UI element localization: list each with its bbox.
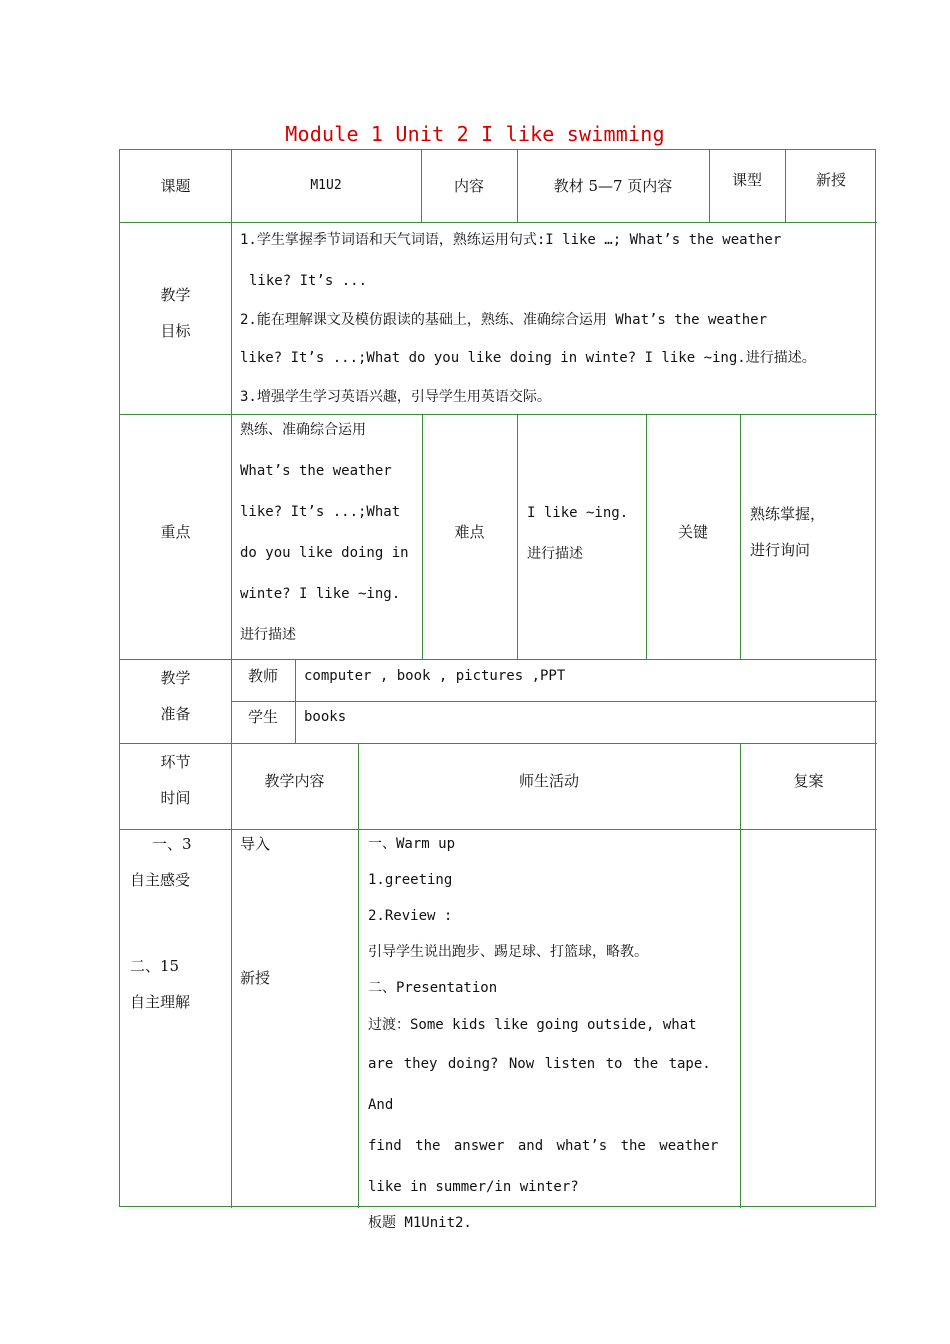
activity-line: 板题 M1Unit2. [368, 1215, 472, 1231]
student-label: 学生 [247, 708, 278, 726]
difficulty-text-line: 进行描述 [527, 546, 583, 562]
goal-1: 1.学生掌握季节词语和天气词语，熟练运用句式:I like …; What’s the weather [240, 232, 782, 248]
topic-value: M1U2 [310, 178, 342, 193]
key-label: 关键 [677, 523, 708, 541]
teacher-items: computer , book , pictures ,PPT [304, 668, 566, 684]
stage-column [130, 826, 230, 1020]
activity-line: are they doing? Now listen to the tape. And [368, 1056, 711, 1113]
goal-1-cont: like? It’s ... [249, 273, 368, 289]
stage2-name: 自主理解 [130, 993, 191, 1011]
topic-label: 课题 [160, 177, 191, 195]
goals-label-line2: 目标 [160, 322, 191, 340]
focus-text-line: winte? I like ~ing. [240, 586, 401, 602]
content-label: 内容 [453, 177, 484, 195]
content-gap [240, 862, 350, 960]
content-intro: 导入 [240, 835, 271, 853]
content-header: 教学内容 [264, 772, 325, 790]
student-items: books [304, 709, 347, 725]
lesson-plan-table [119, 149, 876, 1231]
key-text-line: 熟练掌握， [750, 505, 826, 523]
focus-text-line: What’s the weather [240, 463, 392, 479]
stage-header-line2: 时间 [160, 789, 191, 807]
focus-text-line: 进行描述 [240, 627, 296, 643]
content-column [240, 826, 350, 996]
prep-label [120, 660, 231, 732]
focus-text-line: do you like doing in [240, 545, 409, 561]
goal-2-cont: like? It’s ...;What do you like doing in winte? I like ~ing.进行描述。 [240, 350, 816, 366]
prep-label-line1: 教学 [160, 669, 191, 687]
activity-line: 引导学生说出跑步、踢足球、打篮球，略教。 [368, 944, 648, 960]
activity-line: 1.greeting [368, 872, 453, 888]
key-text-line: 进行询问 [750, 541, 811, 559]
goal-3: 3.增强学生学习英语兴趣，引导学生用英语交际。 [240, 389, 551, 405]
content-value: 教材 5—7 页内容 [553, 177, 673, 195]
activity-line: like in summer/in winter? [368, 1179, 579, 1195]
prep-label-line2: 准备 [160, 705, 191, 723]
goals-label [120, 277, 231, 349]
difficulty-text [527, 493, 642, 575]
activity-line: 二、Presentation [368, 980, 498, 996]
activity-header: 师生活动 [518, 772, 579, 790]
stage1-name: 自主感受 [130, 871, 191, 889]
stage1-time: 一、3 [152, 835, 192, 853]
goals-label-line1: 教学 [160, 286, 191, 304]
activity-line: 过渡：Some kids like going outside, what [368, 1017, 697, 1033]
goal-2: 2.能在理解课文及模仿跟读的基础上，熟练、准确综合运用 What’s the weather [240, 312, 768, 328]
focus-label: 重点 [160, 523, 191, 541]
document-title: Module 1 Unit 2 I like swimming [285, 122, 665, 146]
focus-text-line: 熟练、准确综合运用 [240, 422, 366, 438]
difficulty-label: 难点 [454, 523, 485, 541]
content-new: 新授 [240, 969, 271, 987]
lesson-type-value: 新授 [815, 171, 846, 189]
stage-header-line1: 环节 [160, 753, 191, 771]
difficulty-text-line: I like ~ing. [527, 505, 629, 521]
focus-text-line: like? It’s ...;What [240, 504, 401, 520]
stage-time-header [120, 744, 231, 816]
activity-column [368, 826, 732, 1239]
activity-line: 一、Warm up [368, 836, 456, 852]
stage2-time: 二、15 [130, 957, 180, 975]
teacher-label: 教师 [247, 667, 278, 685]
key-text [750, 496, 870, 568]
focus-text [240, 410, 415, 656]
lesson-type-label: 课型 [731, 171, 762, 189]
review-header: 复案 [793, 772, 824, 790]
goals-text [240, 220, 870, 415]
stage-gap [130, 898, 230, 948]
activity-line: 2.Review : [368, 908, 453, 924]
activity-line: find the answer and what’s the weather [368, 1138, 719, 1154]
